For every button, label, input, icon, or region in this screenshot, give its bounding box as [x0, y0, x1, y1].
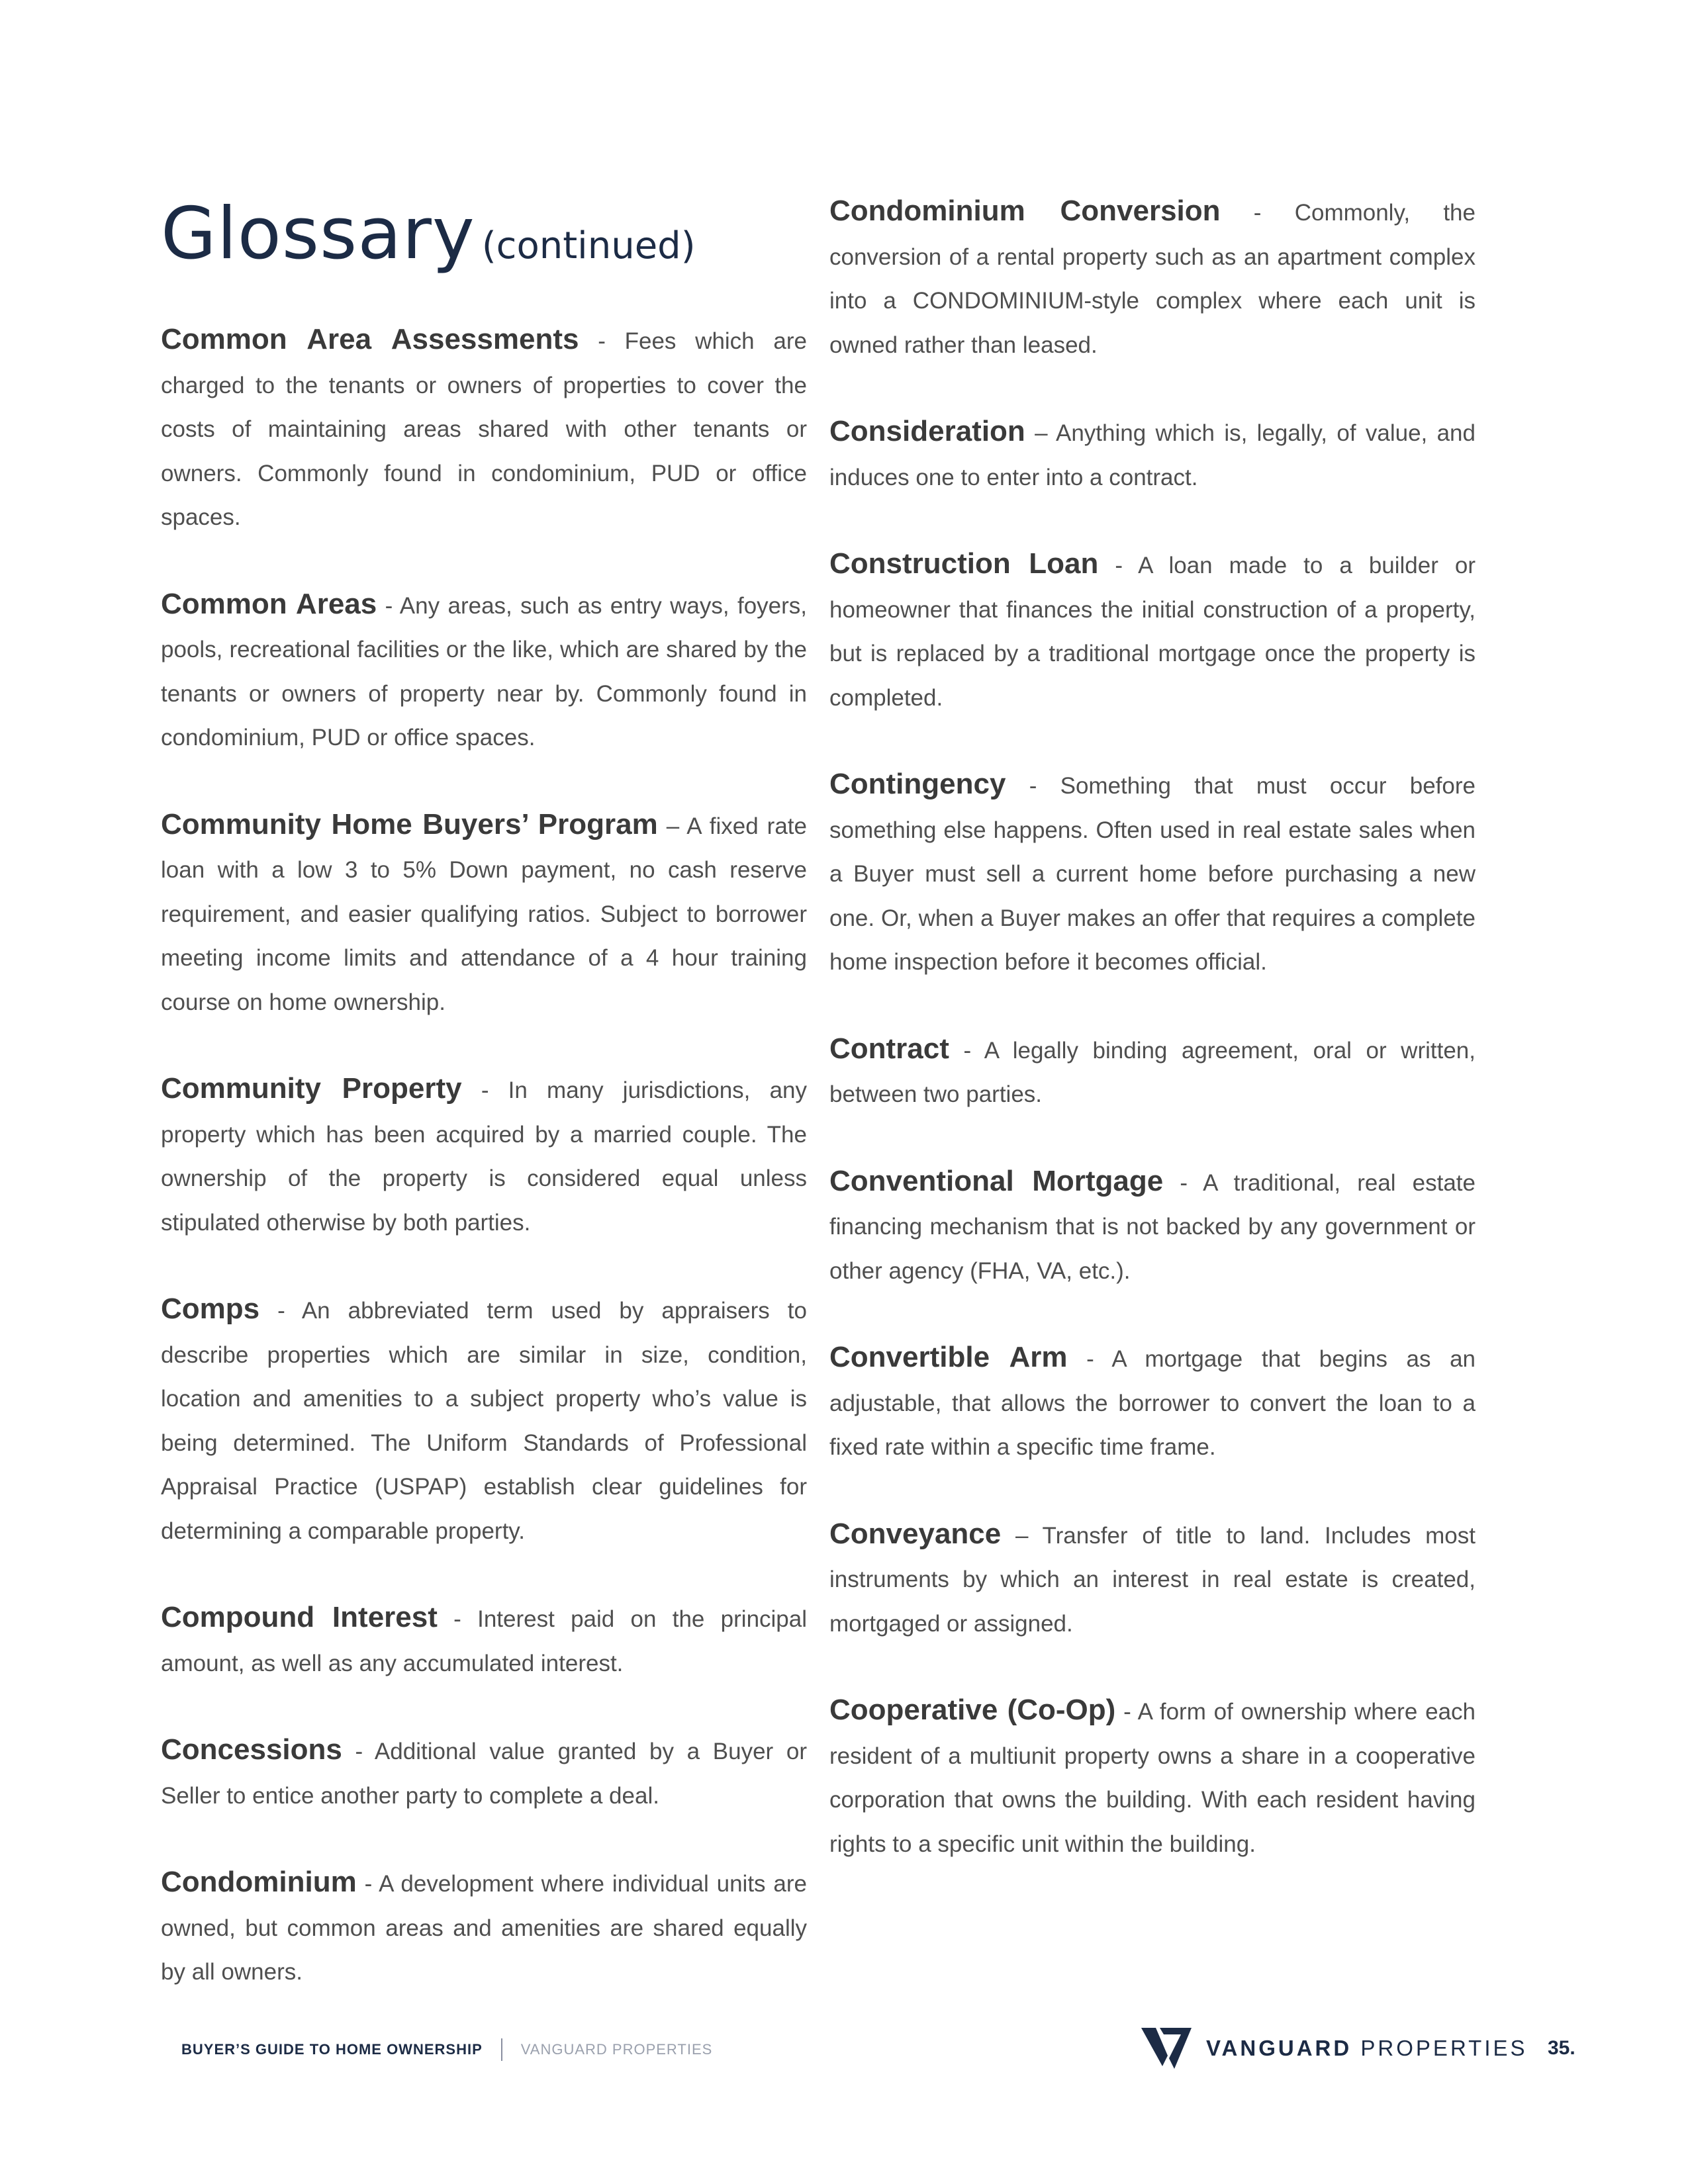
- glossary-definition: - A mortgage that begins as an adjustable, that allows the borrower to convert the loan to a fixed rate within a specific time frame.: [829, 1346, 1476, 1460]
- glossary-entry: [161, 1067, 807, 1245]
- glossary-term: Conveyance: [829, 1517, 1002, 1550]
- glossary-definition: - A traditional, real estate financing mechanism that is not backed by any government or other agency (FHA, VA, etc.).: [829, 1169, 1476, 1284]
- glossary-definition: – A fixed rate loan with a low 3 to 5% Down payment, no cash reserve requirement, and easier qualifying ratios. Subject to borrower meeting income limits and attendance of a 4 hour training course on home ownership.: [161, 813, 807, 1015]
- title-main: Glossary: [161, 193, 475, 275]
- glossary-term: Common Areas: [161, 587, 377, 620]
- glossary-term: Construction Loan: [829, 547, 1099, 580]
- glossary-entry: [161, 1287, 807, 1553]
- glossary-term: Concessions: [161, 1733, 342, 1766]
- glossary-term: Convertible Arm: [829, 1341, 1068, 1373]
- glossary-definition: - An abbreviated term used by appraisers to describe properties which are similar in size, condition, location and amenities to a subject property who’s value is being determined. The Uniform Standards of Professional Appraisal Practice (USPAP) establish clear guidelines for determining a comparable property.: [161, 1298, 807, 1544]
- footer-left: [181, 2038, 712, 2061]
- glossary-definition: - A loan made to a builder or homeowner that finances the initial construction of a property, but is replaced by a traditional mortgage once the property is completed.: [829, 553, 1476, 711]
- glossary-definition: - Fees which are charged to the tenants or owners of properties to cover the costs of maintaining areas shared with other tenants or owners. Commonly found in condominium, PUD or office spaces.: [161, 328, 807, 530]
- footer-guide-label: BUYER’S GUIDE TO HOME OWNERSHIP: [181, 2041, 483, 2058]
- glossary-term: Comps: [161, 1293, 260, 1325]
- glossary-term: Conventional Mortgage: [829, 1164, 1164, 1197]
- glossary-entry: [829, 1160, 1476, 1294]
- glossary-term: Community Home Buyers’ Program: [161, 807, 658, 841]
- glossary-term: Community Property: [161, 1072, 462, 1105]
- glossary-term: Contract: [829, 1032, 949, 1065]
- glossary-entry: [829, 762, 1476, 985]
- glossary-term: Compound Interest: [161, 1601, 438, 1633]
- glossary-definition: – Transfer of title to land. Includes most instruments by which an interest in real estate is created, mortgaged or assigned.: [829, 1522, 1476, 1637]
- glossary-entry: [161, 1860, 807, 1995]
- glossary-entry: [161, 318, 807, 540]
- footer-brand-label: VANGUARD PROPERTIES: [520, 2041, 713, 2058]
- glossary-definition: - Any areas, such as entry ways, foyers, pools, recreational facilities or the like, which are shared by the tenants or owners of property near by. Commonly found in condominium, PUD or office spaces.: [161, 592, 808, 751]
- glossary-term: Contingency: [829, 768, 1006, 800]
- glossary-entry: [829, 542, 1476, 720]
- glossary-entry: [829, 1688, 1476, 1866]
- glossary-definition: - A development where individual units are owned, but common areas and amenities are shared equally by all owners.: [161, 1871, 807, 1985]
- glossary-left-column: [161, 318, 807, 2037]
- title-subtitle: (continued): [481, 224, 696, 267]
- footer-divider: [501, 2038, 502, 2061]
- glossary-entry: [161, 582, 807, 760]
- logo-wordmark: [1206, 2036, 1528, 2061]
- glossary-term: Common Area Assessments: [161, 323, 579, 355]
- glossary-term: Consideration: [829, 415, 1025, 447]
- glossary-definition: - Something that must occur before something else happens. Often used in real estate sales when a Buyer must sell a current home before purchasing a new one. Or, when a Buyer makes an offer that requires a complete home inspection before it becomes official.: [829, 773, 1476, 975]
- glossary-entry: [829, 1027, 1476, 1117]
- logo-word-properties: PROPERTIES: [1360, 2036, 1528, 2060]
- glossary-entry: [829, 1336, 1476, 1470]
- glossary-term: Cooperative (Co-Op): [829, 1694, 1116, 1726]
- glossary-definition: – Anything which is, legally, of value, and induces one to enter into a contract.: [829, 420, 1476, 490]
- page-number: 35.: [1548, 2037, 1575, 2059]
- glossary-definition: - A form of ownership where each resident of a multiunit property owns a share in a cooperative corporation that owns the building. With each resident having rights to a specific unit within the building.: [829, 1699, 1476, 1857]
- glossary-entry: [829, 189, 1476, 367]
- glossary-term: Condominium: [161, 1866, 357, 1898]
- page-title: [161, 193, 696, 275]
- glossary-definition: - Interest paid on the principal amount, as well as any accumulated interest.: [161, 1606, 808, 1676]
- glossary-definition: - Commonly, the conversion of a rental property such as an apartment complex into a CONDOMINIUM-style complex where each unit is owned rather than leased.: [829, 200, 1476, 358]
- glossary-right-column: [829, 189, 1476, 1909]
- glossary-definition: - In many jurisdictions, any property which has been acquired by a married couple. The ownership of the property is considered equal unless stipulated otherwise by both parties.: [161, 1077, 807, 1236]
- glossary-definition: - A legally binding agreement, oral or written, between two parties.: [829, 1037, 1476, 1107]
- glossary-entry: [161, 1596, 807, 1686]
- glossary-definition: - Additional value granted by a Buyer or Seller to entice another party to complete a deal.: [161, 1739, 807, 1809]
- glossary-entry: [161, 803, 807, 1025]
- glossary-entry: [161, 1728, 807, 1818]
- glossary-term: Condominium Conversion: [829, 195, 1221, 227]
- logo-word-vanguard: VANGUARD: [1206, 2036, 1352, 2060]
- vanguard-logo-icon: [1140, 2025, 1193, 2071]
- glossary-entry: [829, 410, 1476, 500]
- glossary-entry: [829, 1512, 1476, 1647]
